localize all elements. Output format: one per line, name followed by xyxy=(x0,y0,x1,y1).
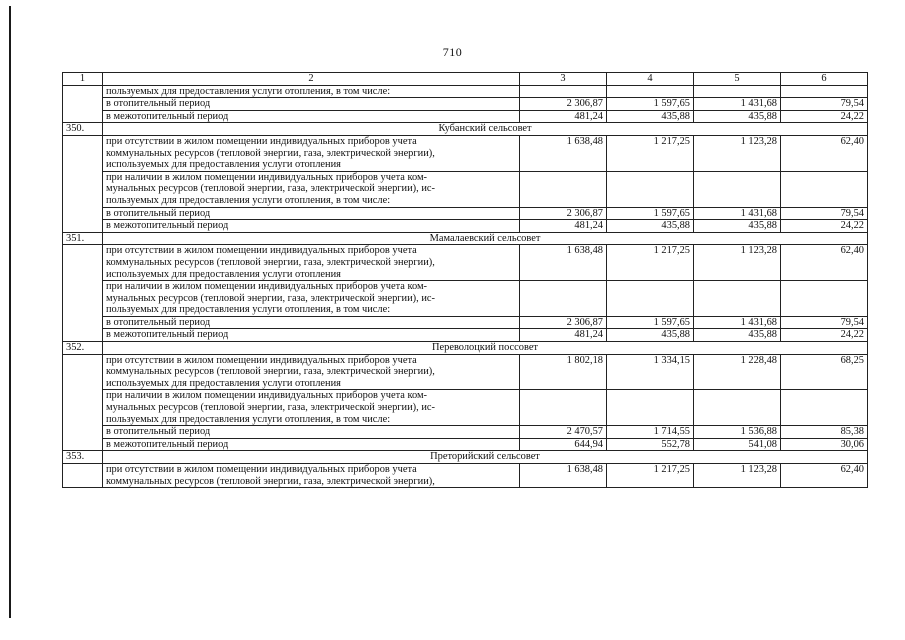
page-number: 710 xyxy=(442,45,463,59)
lead-heating-row xyxy=(63,98,868,111)
lead-num-cell xyxy=(63,85,103,123)
section-number: 353. xyxy=(63,451,103,464)
lead-nonheating-row xyxy=(63,110,868,123)
value-col-3: 481,24 xyxy=(520,110,607,123)
heating-label: в отопительный период xyxy=(103,207,520,220)
absent-meter-description: при отсутствии в жилом помещении индивидуальных приборов учета коммунальных ресурсов (тепловой энергии, газа, электрической энергии), используемых для предоставления услуги отопления xyxy=(103,354,520,390)
present-meter-row xyxy=(63,390,868,426)
section-title: Преторийский сельсовет xyxy=(103,451,868,464)
present-meter-description: при наличии в жилом помещении индивидуальных приборов учета ком- мунальных ресурсов (тепловой энергии, газа, электрической энергии), ис- пользуемых для предоставления услуги отопления, в том числе: xyxy=(103,281,520,317)
value-col-4: 1 597,65 xyxy=(607,98,694,111)
value-col-3: 1 802,18 xyxy=(520,354,607,390)
absent-meter-description: при отсутствии в жилом помещении индивидуальных приборов учета коммунальных ресурсов (тепловой энергии, газа, электрической энергии), xyxy=(103,464,520,488)
heating-label: в отопительный период xyxy=(103,316,520,329)
value-col-5: 435,88 xyxy=(694,329,781,342)
section-title: Кубанский сельсовет xyxy=(103,123,868,136)
absent-meter-row xyxy=(63,135,868,171)
value-col-4: 435,88 xyxy=(607,110,694,123)
section-number: 350. xyxy=(63,123,103,136)
value-col-6: 68,25 xyxy=(781,354,868,390)
section-number: 352. xyxy=(63,342,103,355)
value-col-5: 1 123,28 xyxy=(694,245,781,281)
section-title-row xyxy=(63,123,868,136)
nonheating-row xyxy=(63,438,868,451)
value-col-4: 1 714,55 xyxy=(607,426,694,439)
value-col-5: 435,88 xyxy=(694,110,781,123)
value-col-6: 79,54 xyxy=(781,316,868,329)
value-col-6: 79,54 xyxy=(781,98,868,111)
value-col-5: 435,88 xyxy=(694,220,781,233)
nonheating-row xyxy=(63,220,868,233)
heating-row xyxy=(63,207,868,220)
value-col-6: 24,22 xyxy=(781,110,868,123)
value-col-3: 1 638,48 xyxy=(520,464,607,488)
value-col-5: 1 536,88 xyxy=(694,426,781,439)
present-meter-row xyxy=(63,281,868,317)
section-title: Переволоцкий поссовет xyxy=(103,342,868,355)
value-col-5: 1 228,48 xyxy=(694,354,781,390)
nonheating-row xyxy=(63,329,868,342)
value-col-6: 24,22 xyxy=(781,329,868,342)
value-col-4: 1 334,15 xyxy=(607,354,694,390)
lead-description-row xyxy=(63,85,868,98)
header-col-1: 1 xyxy=(63,73,103,86)
value-col-3: 1 638,48 xyxy=(520,135,607,171)
value-col-5: 1 431,68 xyxy=(694,207,781,220)
absent-meter-row xyxy=(63,354,868,390)
header-col-4: 4 xyxy=(607,73,694,86)
section-title-row xyxy=(63,342,868,355)
header-col-5: 5 xyxy=(694,73,781,86)
section-number: 351. xyxy=(63,232,103,245)
header-col-6: 6 xyxy=(781,73,868,86)
header-col-2: 2 xyxy=(103,73,520,86)
header-col-3: 3 xyxy=(520,73,607,86)
present-meter-description: при наличии в жилом помещении индивидуальных приборов учета ком- мунальных ресурсов (тепловой энергии, газа, электрической энергии), ис- пользуемых для предоставления услуги отопления, в том числе: xyxy=(103,390,520,426)
value-col-3: 2 306,87 xyxy=(520,98,607,111)
value-col-3: 1 638,48 xyxy=(520,245,607,281)
section-title-row xyxy=(63,451,868,464)
value-col-3: 2 306,87 xyxy=(520,207,607,220)
value-col-3: 2 306,87 xyxy=(520,316,607,329)
heating-label: в отопительный период xyxy=(103,426,520,439)
value-col-4: 1 217,25 xyxy=(607,135,694,171)
nonheating-label: в межотопительный период xyxy=(103,438,520,451)
value-col-6: 79,54 xyxy=(781,207,868,220)
value-col-5: 1 431,68 xyxy=(694,98,781,111)
heating-label: в отопительный период xyxy=(103,98,520,111)
tariff-table xyxy=(62,72,868,488)
value-col-5: 1 123,28 xyxy=(694,464,781,488)
value-col-4: 1 217,25 xyxy=(607,245,694,281)
value-col-4: 435,88 xyxy=(607,220,694,233)
lead-description: пользуемых для предоставления услуги отопления, в том числе: xyxy=(103,85,520,98)
value-col-6: 62,40 xyxy=(781,464,868,488)
nonheating-label: в межотопительный период xyxy=(103,110,520,123)
value-col-6: 30,06 xyxy=(781,438,868,451)
value-col-4: 1 217,25 xyxy=(607,464,694,488)
section-title: Мамалаевский сельсовет xyxy=(103,232,868,245)
scan-border-line xyxy=(9,6,11,618)
value-col-6: 24,22 xyxy=(781,220,868,233)
nonheating-label: в межотопительный период xyxy=(103,329,520,342)
heating-row xyxy=(63,426,868,439)
value-col-4: 1 597,65 xyxy=(607,207,694,220)
nonheating-label: в межотопительный период xyxy=(103,220,520,233)
value-col-6: 85,38 xyxy=(781,426,868,439)
absent-meter-description: при отсутствии в жилом помещении индивидуальных приборов учета коммунальных ресурсов (тепловой энергии, газа, электрической энергии), используемых для предоставления услуги отопления xyxy=(103,135,520,171)
value-col-5: 1 431,68 xyxy=(694,316,781,329)
value-col-3: 2 470,57 xyxy=(520,426,607,439)
absent-meter-row xyxy=(63,245,868,281)
absent-meter-row xyxy=(63,464,868,488)
value-col-3: 481,24 xyxy=(520,220,607,233)
value-col-4: 552,78 xyxy=(607,438,694,451)
absent-meter-description: при отсутствии в жилом помещении индивидуальных приборов учета коммунальных ресурсов (тепловой энергии, газа, электрической энергии), используемых для предоставления услуги отопления xyxy=(103,245,520,281)
value-col-6: 62,40 xyxy=(781,245,868,281)
value-col-3: 644,94 xyxy=(520,438,607,451)
value-col-4: 1 597,65 xyxy=(607,316,694,329)
value-col-5: 541,08 xyxy=(694,438,781,451)
section-title-row xyxy=(63,232,868,245)
heating-row xyxy=(63,316,868,329)
value-col-3: 481,24 xyxy=(520,329,607,342)
present-meter-description: при наличии в жилом помещении индивидуальных приборов учета ком- мунальных ресурсов (тепловой энергии, газа, электрической энергии), ис- пользуемых для предоставления услуги отопления, в том числе: xyxy=(103,171,520,207)
header-row xyxy=(63,73,868,86)
value-col-4: 435,88 xyxy=(607,329,694,342)
value-col-5: 1 123,28 xyxy=(694,135,781,171)
value-col-6: 62,40 xyxy=(781,135,868,171)
present-meter-row xyxy=(63,171,868,207)
